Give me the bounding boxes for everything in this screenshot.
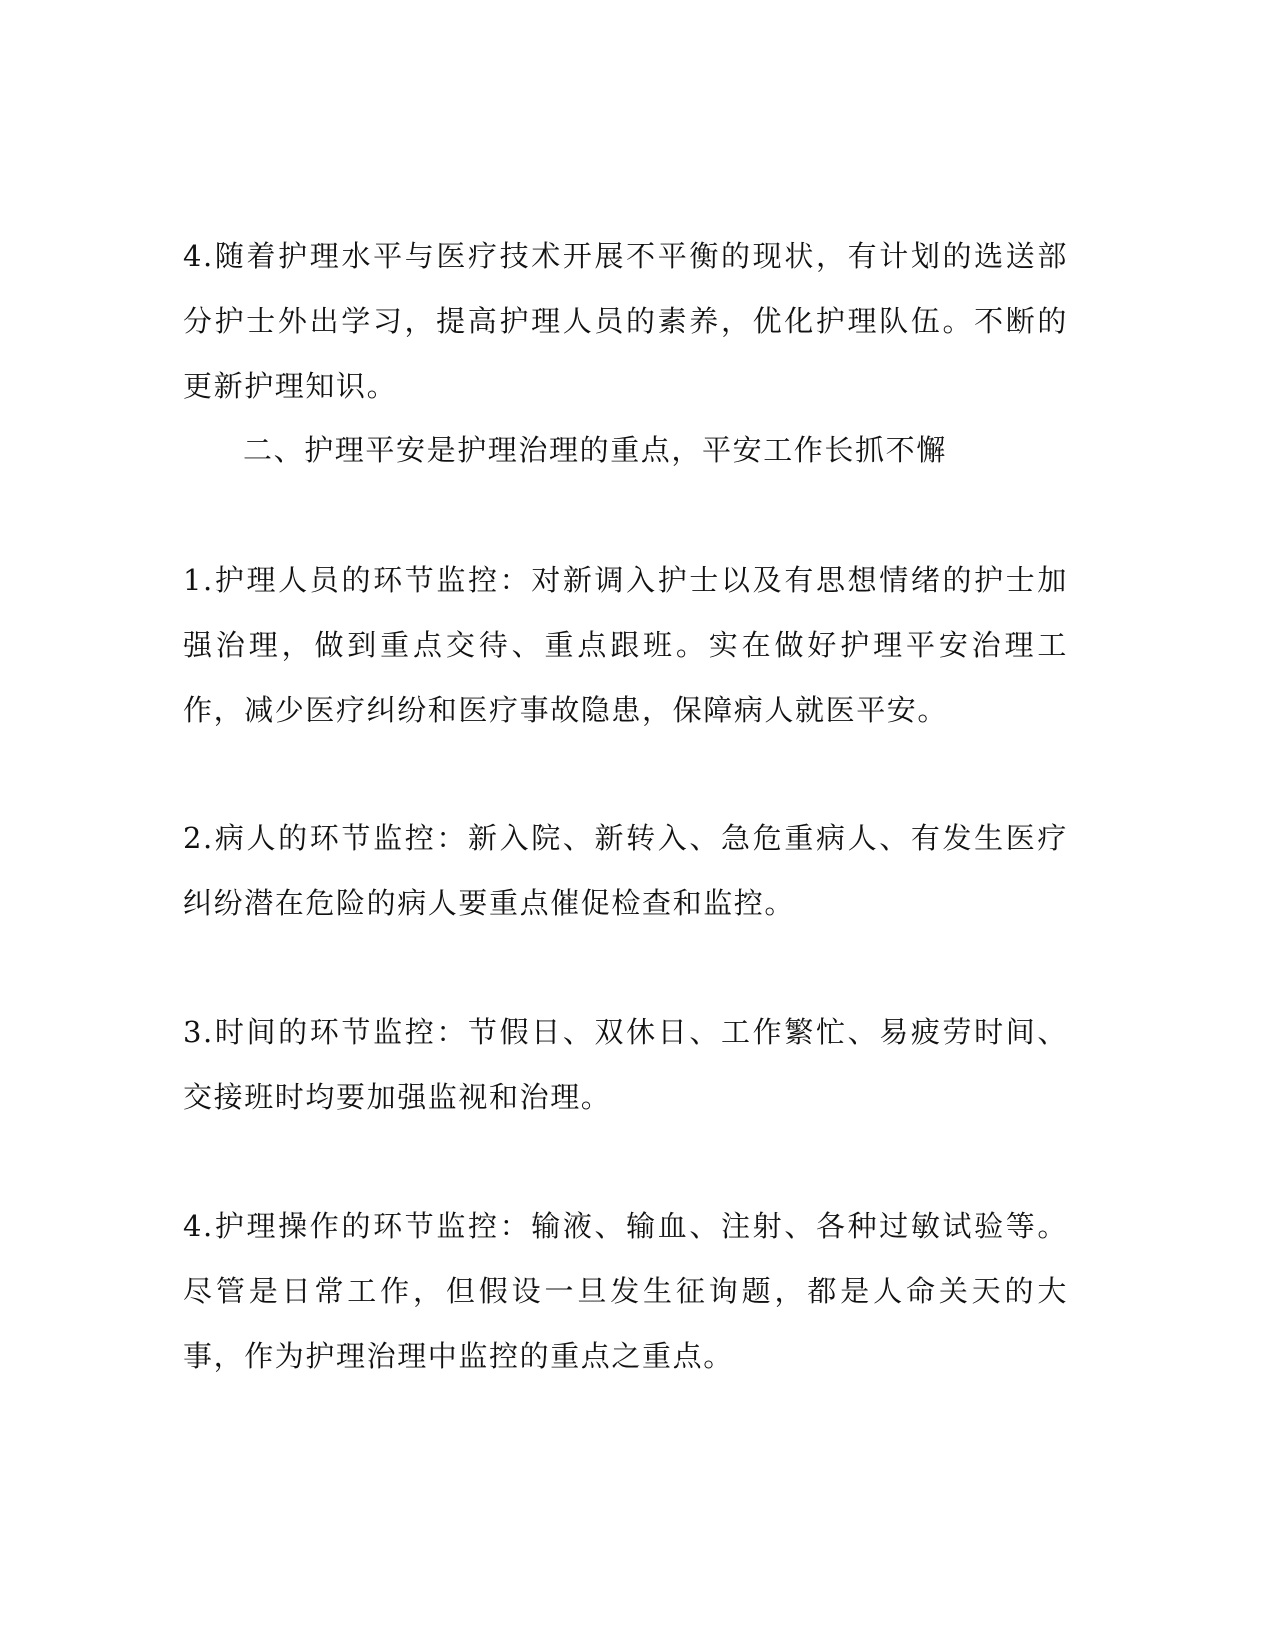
paragraph-operation-monitoring: 4.护理操作的环节监控：输液、输血、注射、各种过敏试验等。尽管是日常工作，但假设一旦发生征询题，都是人命关天的大事，作为护理治理中监控的重点之重点。 [183,1209,1068,1373]
paragraph-staff-monitoring: 1.护理人员的环节监控：对新调入护士以及有思想情绪的护士加强治理，做到重点交待、重点跟班。实在做好护理平安治理工作，减少医疗纠纷和医疗事故隐患，保障病人就医平安。 [183,563,1068,727]
section-heading-2: 二、护理平安是护理治理的重点，平安工作长抓不懈 [243,433,947,467]
paragraph-patient-monitoring: 2.病人的环节监控：新入院、新转入、急危重病人、有发生医疗纠纷潜在危险的病人要重点催促检查和监控。 [183,821,1068,920]
paragraph-training-item-4: 4.随着护理水平与医疗技术开展不平衡的现状，有计划的选送部分护士外出学习，提高护理人员的素养，优化护理队伍。不断的更新护理知识。 [183,239,1068,403]
paragraph-time-monitoring: 3.时间的环节监控：节假日、双休日、工作繁忙、易疲劳时间、交接班时均要加强监视和治理。 [183,1015,1068,1114]
